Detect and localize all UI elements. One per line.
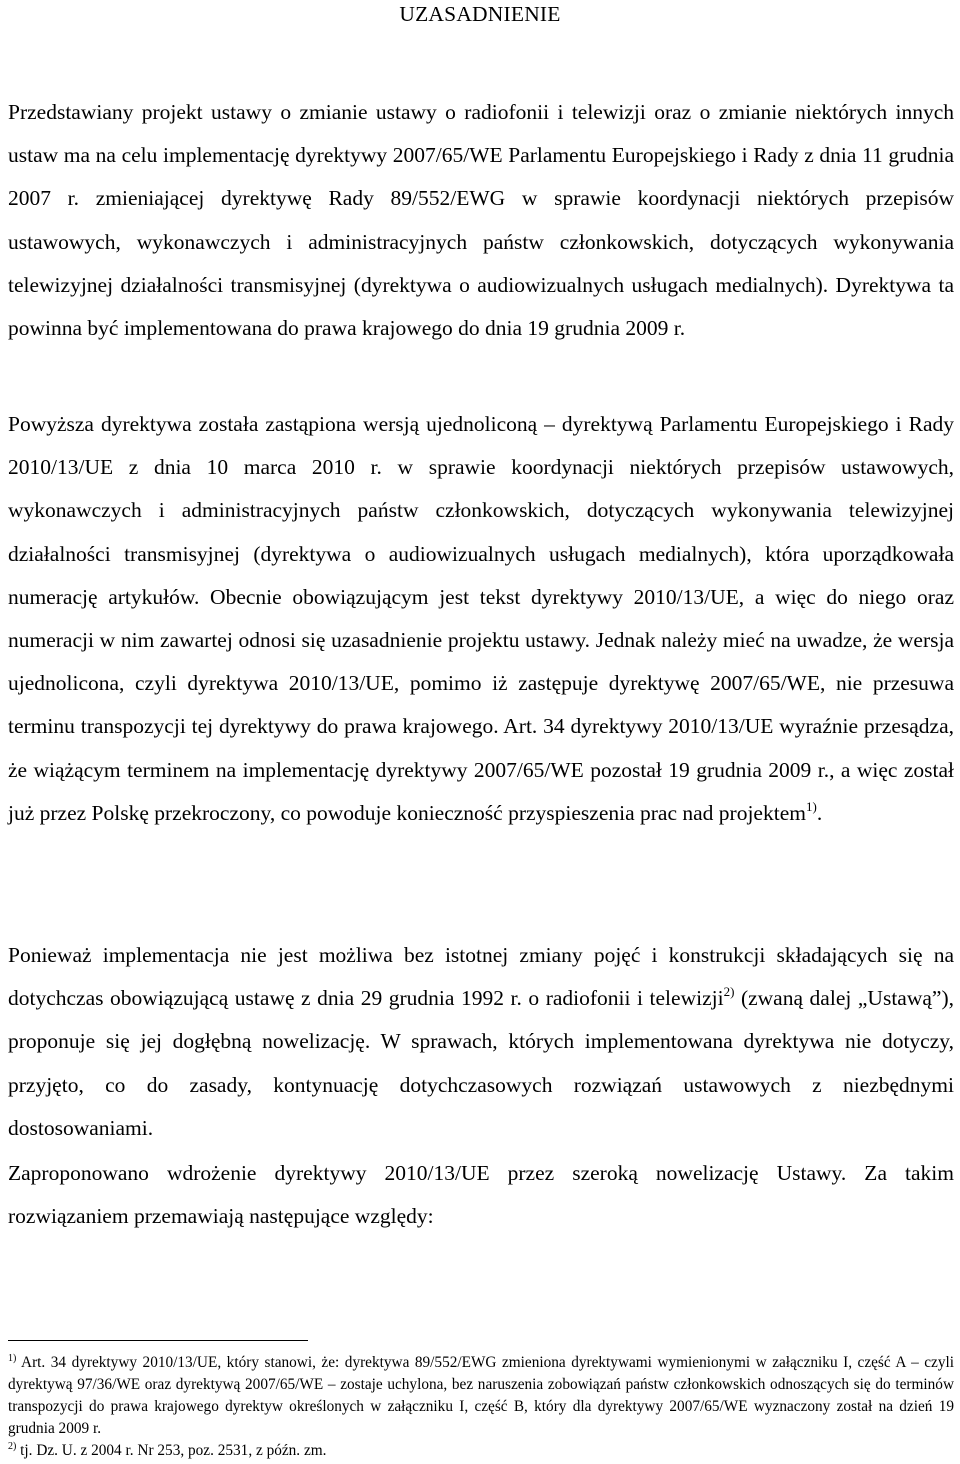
footnote-1-marker: 1) bbox=[8, 1353, 17, 1364]
footnote-separator bbox=[8, 1340, 308, 1341]
paragraph-1 bbox=[8, 91, 954, 350]
paragraph-4 bbox=[8, 1152, 954, 1238]
footnote-2 bbox=[8, 1440, 954, 1462]
footnote-ref-2: 2) bbox=[723, 984, 735, 1000]
footnotes bbox=[8, 1352, 954, 1462]
footnote-1-text: Art. 34 dyrektywy 2010/13/UE, który stanowi, że: dyrektywa 89/552/EWG zmieniona dyrektywami wymienionymi w załączniku I, część A – czyli dyrektywą 97/36/WE oraz dyrektywą 2007/65/WE – zostaje uchylona, bez naruszenia zobowiązań państw członkowskich odnoszących się do terminów transpozycji do prawa krajowego dyrektyw określonych w załączniku I, część B, który dla dyrektywy 2007/65/WE wyznaczony został na dzień 19 grudnia 2009 r. bbox=[8, 1354, 954, 1437]
page-title: UZASADNIENIE bbox=[399, 2, 561, 26]
paragraph-3 bbox=[8, 934, 954, 1150]
footnote-ref-1: 1) bbox=[805, 798, 817, 814]
paragraph-2-end: . bbox=[816, 800, 823, 825]
footnote-1 bbox=[8, 1352, 954, 1440]
paragraph-3-rest: (zwaną dalej „Ustawą”), proponuje się jej dogłębną nowelizację. W sprawach, których implementowana dyrektywa nie dotyczy, przyjęto, co do zasady, kontynuację dotychczasowych rozwiązań ustawowych z niezbędnymi dostosowaniami. bbox=[8, 986, 954, 1140]
paragraph-3-text: Ponieważ implementacja nie jest możliwa bez istotnej zmiany pojęć i konstrukcji składających się na dotychczas obowiązującą ustawę z dnia 29 grudnia 1992 r. o radiofonii i telewizji bbox=[8, 943, 954, 1011]
footnote-2-text: tj. Dz. U. z 2004 r. Nr 253, poz. 2531, z późn. zm. bbox=[16, 1442, 327, 1459]
paragraph-4-text: Zaproponowano wdrożenie dyrektywy 2010/13/UE przez szeroką nowelizację Ustawy. Za takim rozwiązaniem przemawiają następujące względy: bbox=[8, 1161, 954, 1229]
paragraph-2-text: Powyższa dyrektywa została zastąpiona wersją ujednoliconą – dyrektywą Parlamentu Europejskiego i Rady 2010/13/UE z dnia 10 marca 2010 r. w sprawie koordynacji niektórych przepisów ustawowych, wykonawczych i administracyjnych państw członkowskich, dotyczących wykonywania telewizyjnej działalności transmisyjnej (dyrektywa o audiowizualnych usługach medialnych), która uporządkowała numerację artykułów. Obecnie obowiązującym jest tekst dyrektywy 2010/13/UE, a więc do niego oraz numeracji w nim zawartej odnosi się uzasadnienie projektu ustawy. Jednak należy mieć na uwadze, że wersja ujednolicona, czyli dyrektywa 2010/13/UE, pomimo iż zastępuje dyrektywę 2007/65/WE, nie przesuwa terminu transpozycji tej dyrektywy do prawa krajowego. Art. 34 dyrektywy 2010/13/UE wyraźnie przesądza, że wiążącym terminem na implementację dyrektywy 2007/65/WE pozostał 19 grudnia 2009 r., a więc został już przez Polskę przekroczony, co powoduje konieczność przyspieszenia prac nad projektem bbox=[8, 412, 954, 825]
paragraph-1-text: Przedstawiany projekt ustawy o zmianie ustawy o radiofonii i telewizji oraz o zmianie niektórych innych ustaw ma na celu implementację dyrektywy 2007/65/WE Parlamentu Europejskiego i Rady z dnia 11 grudnia 2007 r. zmieniającej dyrektywę Rady 89/552/EWG w sprawie koordynacji niektórych przepisów ustawowych, wykonawczych i administracyjnych państw członkowskich, dotyczących wykonywania telewizyjnej działalności transmisyjnej (dyrektywa o audiowizualnych usługach medialnych). Dyrektywa ta powinna być implementowana do prawa krajowego do dnia 19 grudnia 2009 r. bbox=[8, 100, 954, 341]
footnote-2-marker: 2) bbox=[8, 1441, 17, 1452]
paragraph-2 bbox=[8, 403, 954, 835]
